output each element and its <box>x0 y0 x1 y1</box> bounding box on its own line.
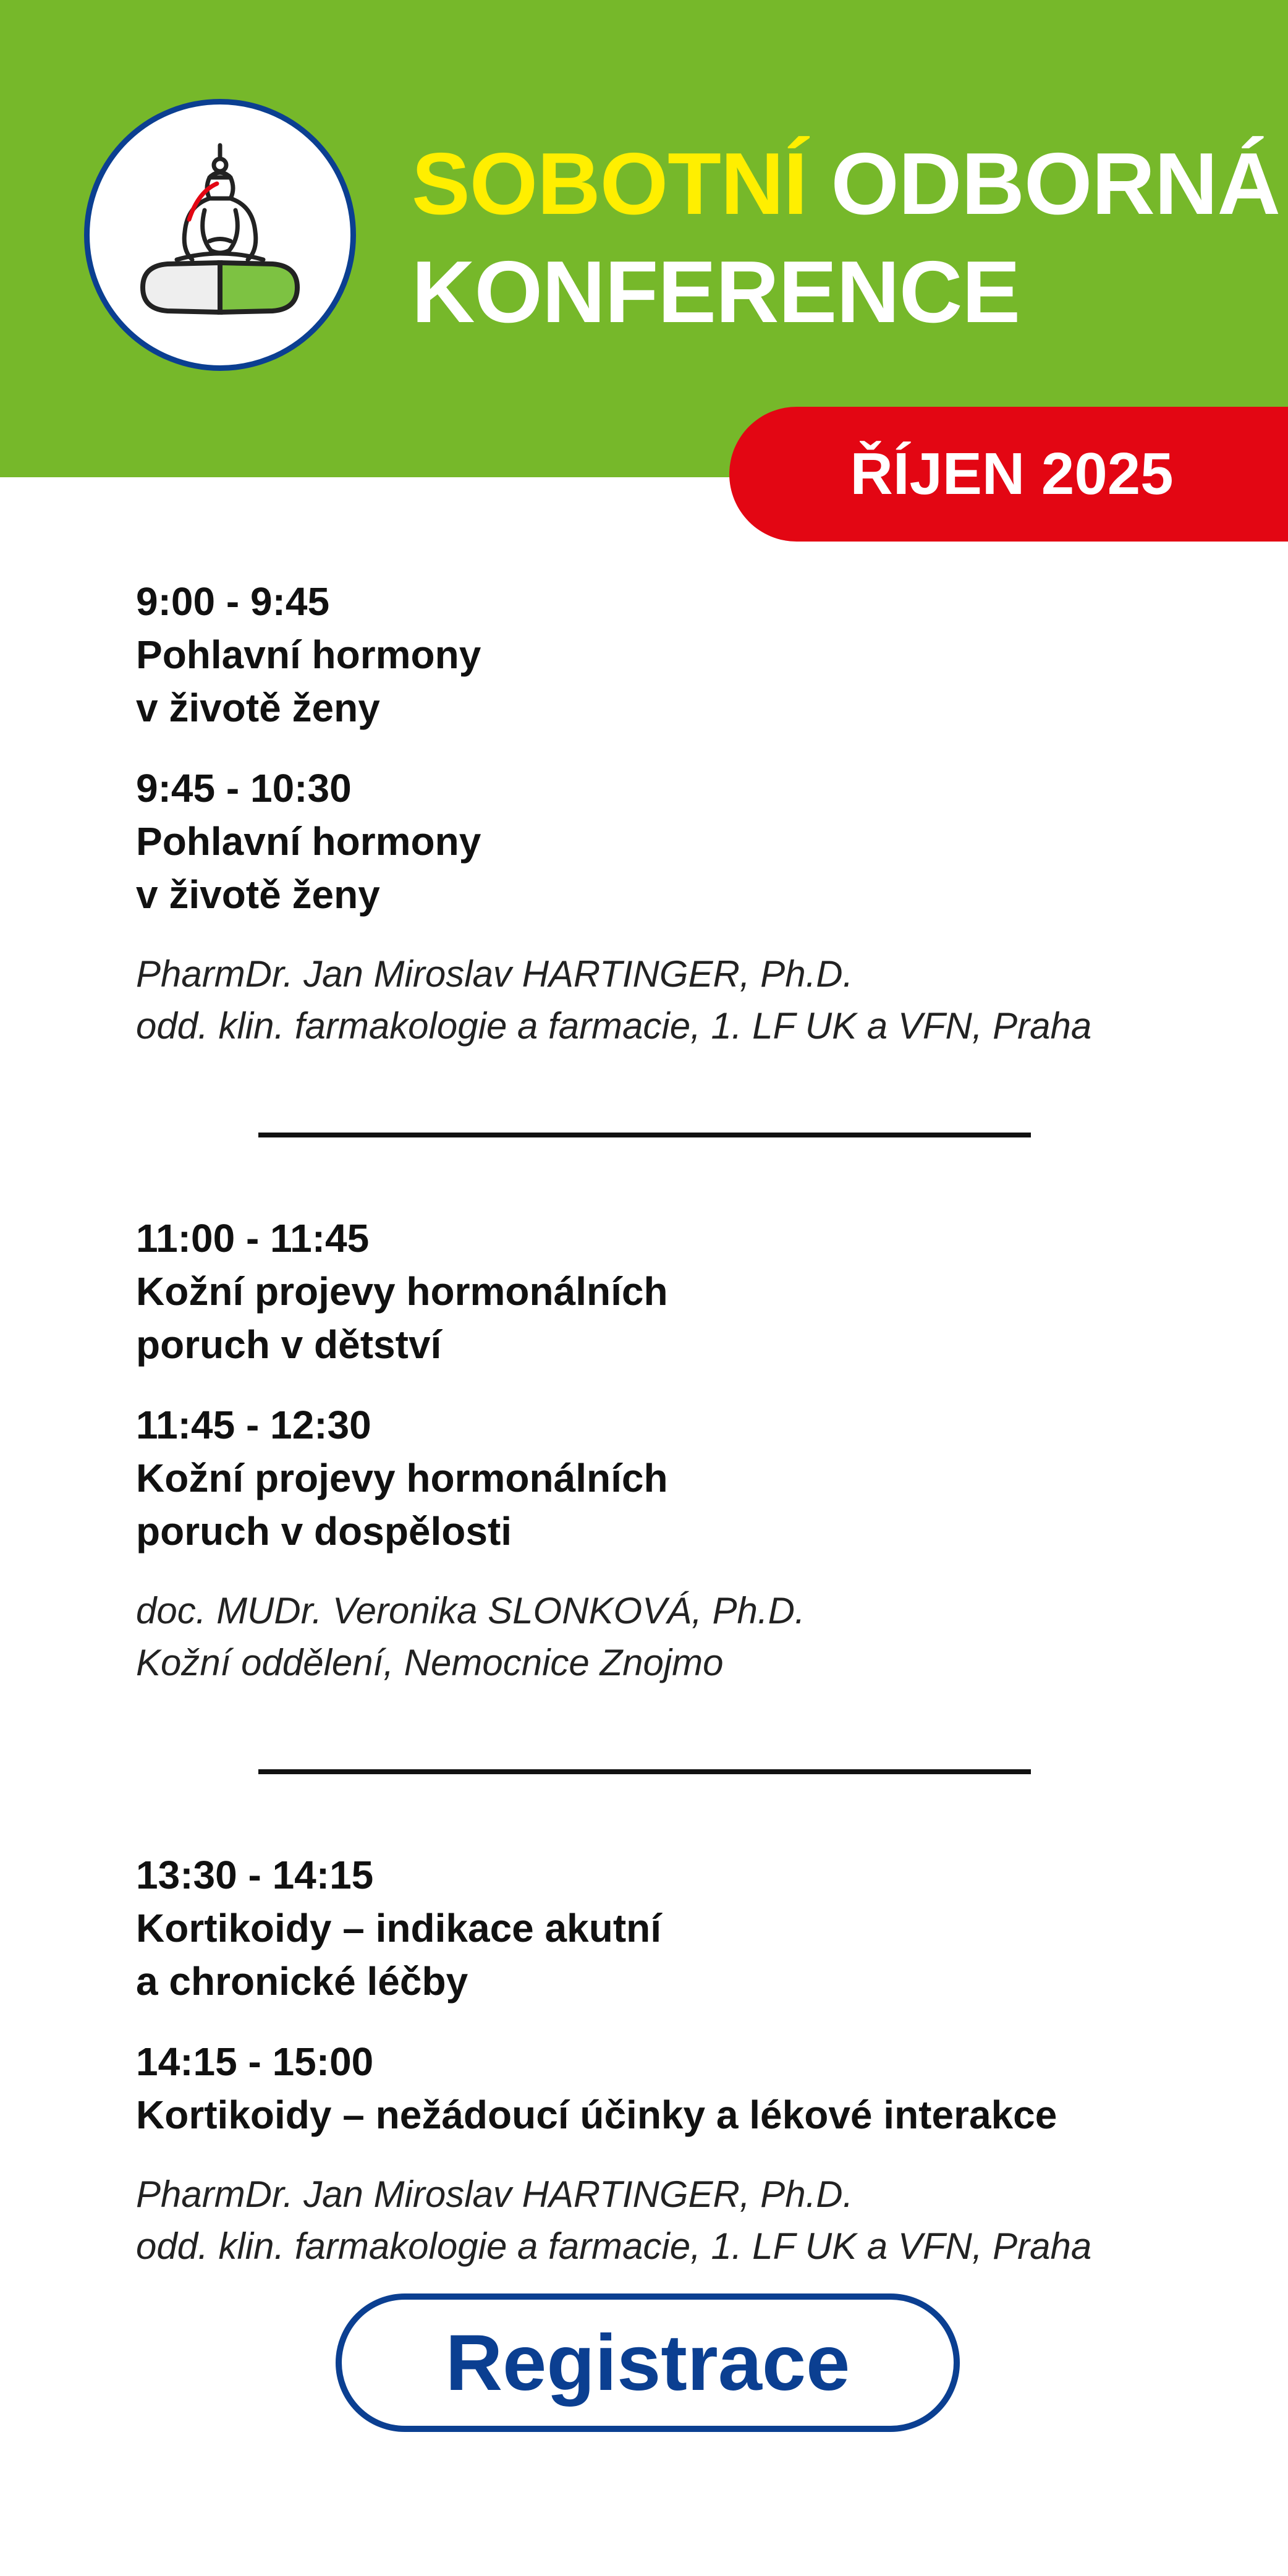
talk-time: 14:15 - 15:00 <box>136 2039 374 2084</box>
conference-logo <box>84 99 356 371</box>
speaker-info: doc. MUDr. Veronika SLONKOVÁ, Ph.D. Kožní oddělení, Nemocnice Znojmo <box>136 1590 805 1683</box>
talk-time: 11:00 - 11:45 <box>136 1216 370 1260</box>
talk-item <box>136 2035 1187 2141</box>
header-banner <box>0 0 1288 477</box>
talk-time: 13:30 - 14:15 <box>136 1853 374 1897</box>
register-button[interactable]: Registrace <box>336 2293 960 2432</box>
speaker-info: PharmDr. Jan Miroslav HARTINGER, Ph.D. odd. klin. farmakologie a farmacie, 1. LF UK a VFN, Praha <box>136 2174 1092 2267</box>
talk-title: Pohlavní hormony v životě ženy <box>136 632 481 730</box>
talk-title: Pohlavní hormony v životě ženy <box>136 819 481 917</box>
title-rest: ODBORNÁ <box>831 135 1281 233</box>
speaker-info: PharmDr. Jan Miroslav HARTINGER, Ph.D. odd. klin. farmakologie a farmacie, 1. LF UK a VFN, Praha <box>136 953 1092 1047</box>
talk-title: Kortikoidy – indikace akutní a chronické léčby <box>136 1906 661 2004</box>
talk-time: 9:00 - 9:45 <box>136 579 330 624</box>
meditating-figure-on-capsule-icon <box>118 133 322 337</box>
talk-time: 11:45 - 12:30 <box>136 1403 371 1447</box>
session-block <box>136 575 1187 1052</box>
talk-time: 9:45 - 10:30 <box>136 766 352 810</box>
date-badge: ŘÍJEN 2025 <box>729 407 1288 542</box>
talk-item <box>136 575 1187 734</box>
talk-title: Kožní projevy hormonálních poruch v dětství <box>136 1269 668 1367</box>
conference-title <box>412 130 1280 346</box>
talk-item <box>136 1848 1187 2008</box>
talk-item <box>136 762 1187 921</box>
session-block <box>136 1848 1187 2272</box>
section-divider <box>258 1769 1031 1774</box>
title-line2: KONFERENCE <box>412 243 1020 341</box>
program-schedule <box>136 575 1187 2272</box>
talk-title: Kortikoidy – nežádoucí účinky a lékové interakce <box>136 2093 1057 2137</box>
session-block <box>136 1212 1187 1689</box>
talk-item <box>136 1212 1187 1371</box>
talk-item <box>136 1398 1187 1558</box>
talk-title: Kožní projevy hormonálních poruch v dospělosti <box>136 1456 668 1554</box>
section-divider <box>258 1133 1031 1137</box>
title-accent: SOBOTNÍ <box>412 135 807 233</box>
